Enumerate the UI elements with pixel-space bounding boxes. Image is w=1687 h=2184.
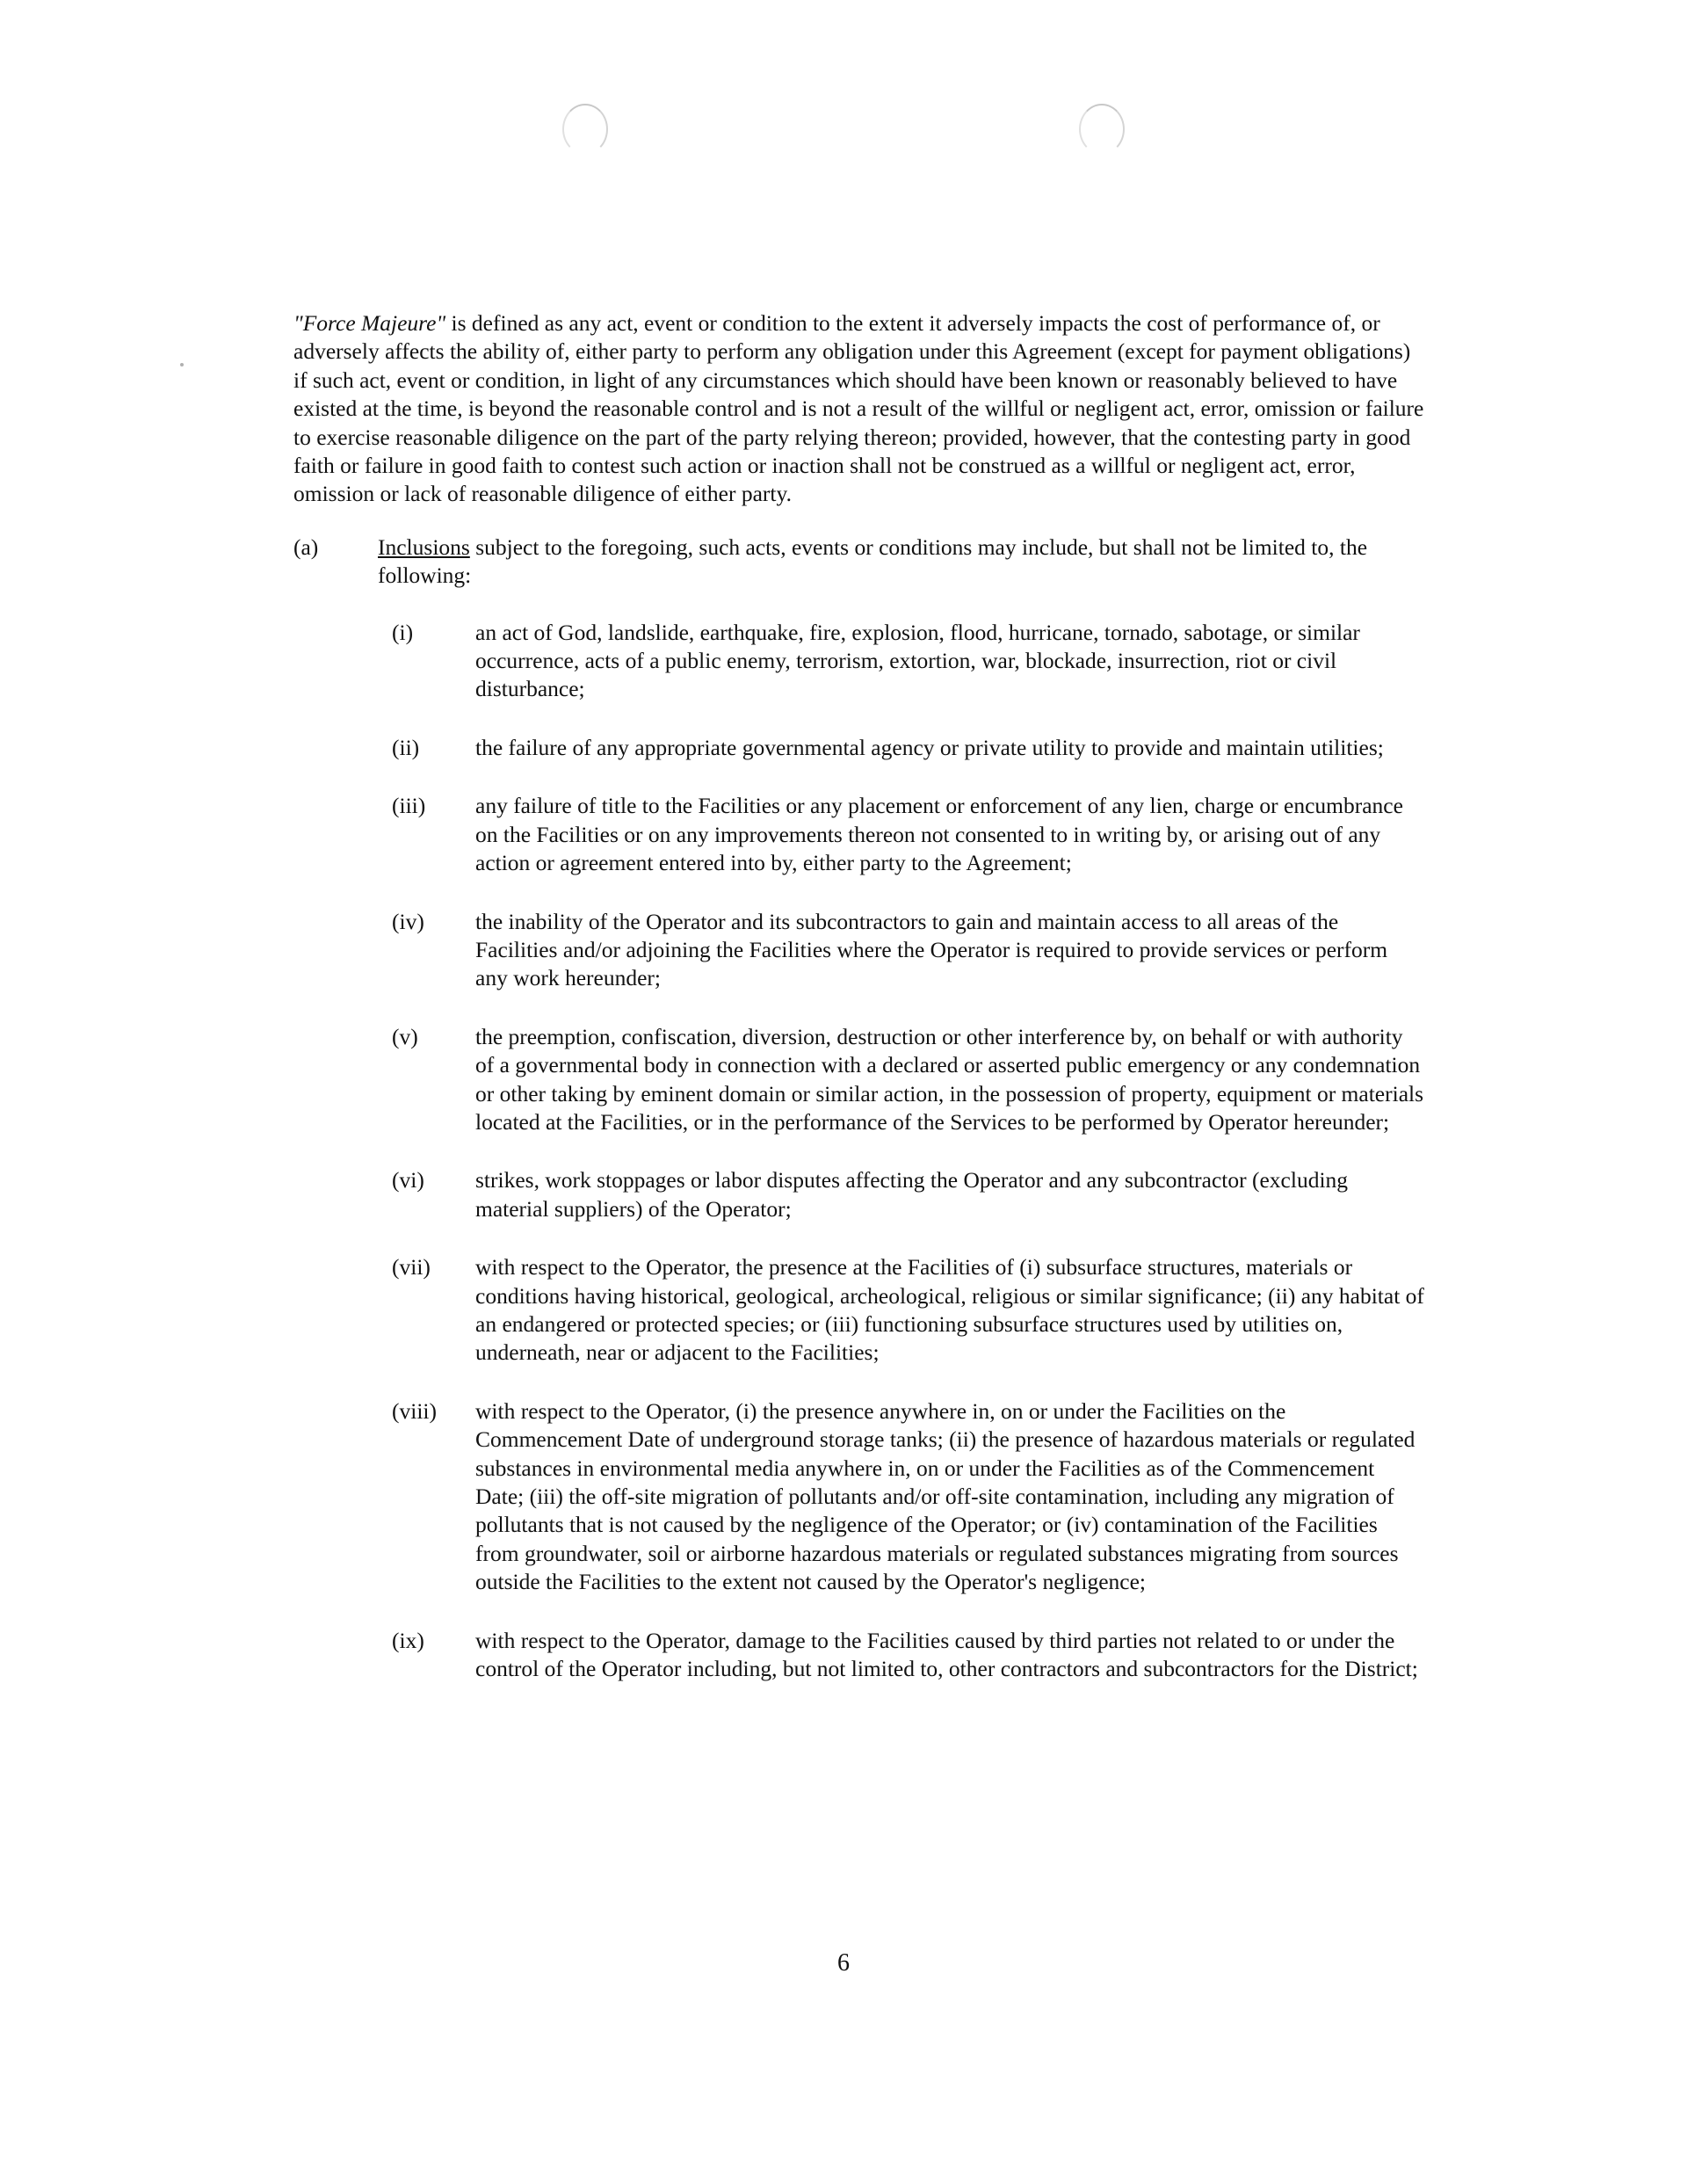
list-item-text: with respect to the Operator, (i) the presence anywhere in, on or under the Facilities on the Commencement Date of underground storage tanks; (ii) the presence of hazardous materials or regulated substances in environmental media anywhere in, on or under the Facilities as of the Commencement Date; (iii) the off-site migration of pollutants and/or off-site contamination, including any migration of pollutants that is not caused by the negligence of the Operator; or (iv) contamination of the Facilities from groundwater, soil or airborne hazardous materials or regulated substances migrating from sources outside the Facilities to the extent not caused by the Operator's negligence; <box>475 1397 1415 1595</box>
list-item-label: (ii) <box>392 734 420 760</box>
section-a-label: (a) <box>293 533 319 560</box>
list-item-text: the preemption, confiscation, diversion, destruction or other interference by, on behalf or with authority of a governmental body in connection with a declared or asserted public emergency or any condemnation or other taking by eminent domain or similar action, in the possession of property, equipment or materials located at the Facilities, or in the performance of the Services to be performed by Operator hereunder; <box>475 1023 1424 1135</box>
list-item-label: (vii) <box>392 1254 431 1281</box>
definition-text: is defined as any act, event or condition to the extent it adversely impacts the cost of performance of, or adversely affects the ability of, either party to perform any obligation under this Agreement (except for payment obligations) if such act, event or condition, in light of any circumstances which should have been known or reasonably believed to have existed at the time, is beyond the reasonable control and is not a result of the willful or negligent act, error, omission or failure to exercise reasonable diligence on the part of the party relying thereon; provided, however, that the contesting party in good faith or failure in good faith to contest such action or inaction shall not be construed as a willful or negligent act, error, omission or lack of reasonable diligence of either party. <box>293 310 1424 507</box>
list-item <box>392 619 1425 704</box>
list-item <box>392 734 1425 762</box>
list-item <box>392 908 1425 993</box>
list-item-label: (ix) <box>392 1627 424 1653</box>
section-a-intro <box>378 533 1425 591</box>
list-item-label: (iv) <box>392 908 424 934</box>
page-number: 6 <box>837 1949 850 1977</box>
list-item-label: (viii) <box>392 1397 437 1424</box>
list-item-label: (vi) <box>392 1167 424 1194</box>
section-a-heading: Inclusions <box>378 533 470 560</box>
punch-hole-right <box>1079 104 1125 155</box>
document-body <box>293 309 1425 1683</box>
list-item <box>392 1397 1425 1597</box>
section-a-intro-text: subject to the foregoing, such acts, events or conditions may include, but shall not be limited to, the following: <box>378 533 1368 589</box>
list-item <box>392 1253 1425 1368</box>
inclusions-list <box>392 619 1425 1684</box>
list-item-text: any failure of title to the Facilities or any placement or enforcement of any lien, charge or encumbrance on the Facilities or on any improvements thereon not consented to in writing by, or arising out of any action or agreement entered into by, either party to the Agreement; <box>475 793 1403 876</box>
defined-term: "Force Majeure" <box>293 310 446 336</box>
list-item <box>392 1627 1425 1684</box>
list-item-label: (i) <box>392 619 414 645</box>
list-item-text: the inability of the Operator and its subcontractors to gain and maintain access to all areas of the Facilities and/or adjoining the Facilities where the Operator is required to provide services or perform any work hereunder; <box>475 908 1388 991</box>
punch-hole-left <box>562 104 608 155</box>
section-a <box>293 533 1425 1684</box>
list-item-text: the failure of any appropriate governmental agency or private utility to provide and maintain utilities; <box>475 734 1384 760</box>
list-item-text: with respect to the Operator, the presence at the Facilities of (i) subsurface structures, materials or conditions having historical, geological, archeological, religious or similar significance; (ii) any habitat of an endangered or protected species; or (iii) functioning subsurface structures used by utilities on, underneath, near or adjacent to the Facilities; <box>475 1254 1424 1366</box>
list-item-text: an act of God, landslide, earthquake, fire, explosion, flood, hurricane, tornado, sabotage, or similar occurrence, acts of a public enemy, terrorism, extortion, war, blockade, insurrection, riot or civil disturbance; <box>475 619 1360 702</box>
list-item <box>392 1023 1425 1137</box>
margin-speck <box>180 363 184 366</box>
list-item-label: (iii) <box>392 793 426 819</box>
list-item-text: with respect to the Operator, damage to the Facilities caused by third parties not related to or under the control of the Operator including, but not limited to, other contractors and subcontractors for the District; <box>475 1627 1418 1682</box>
list-item <box>392 1166 1425 1223</box>
list-item <box>392 792 1425 877</box>
list-item-text: strikes, work stoppages or labor disputes affecting the Operator and any subcontractor (excluding material suppliers) of the Operator; <box>475 1167 1349 1222</box>
force-majeure-definition <box>293 309 1425 509</box>
list-item-label: (v) <box>392 1023 418 1049</box>
